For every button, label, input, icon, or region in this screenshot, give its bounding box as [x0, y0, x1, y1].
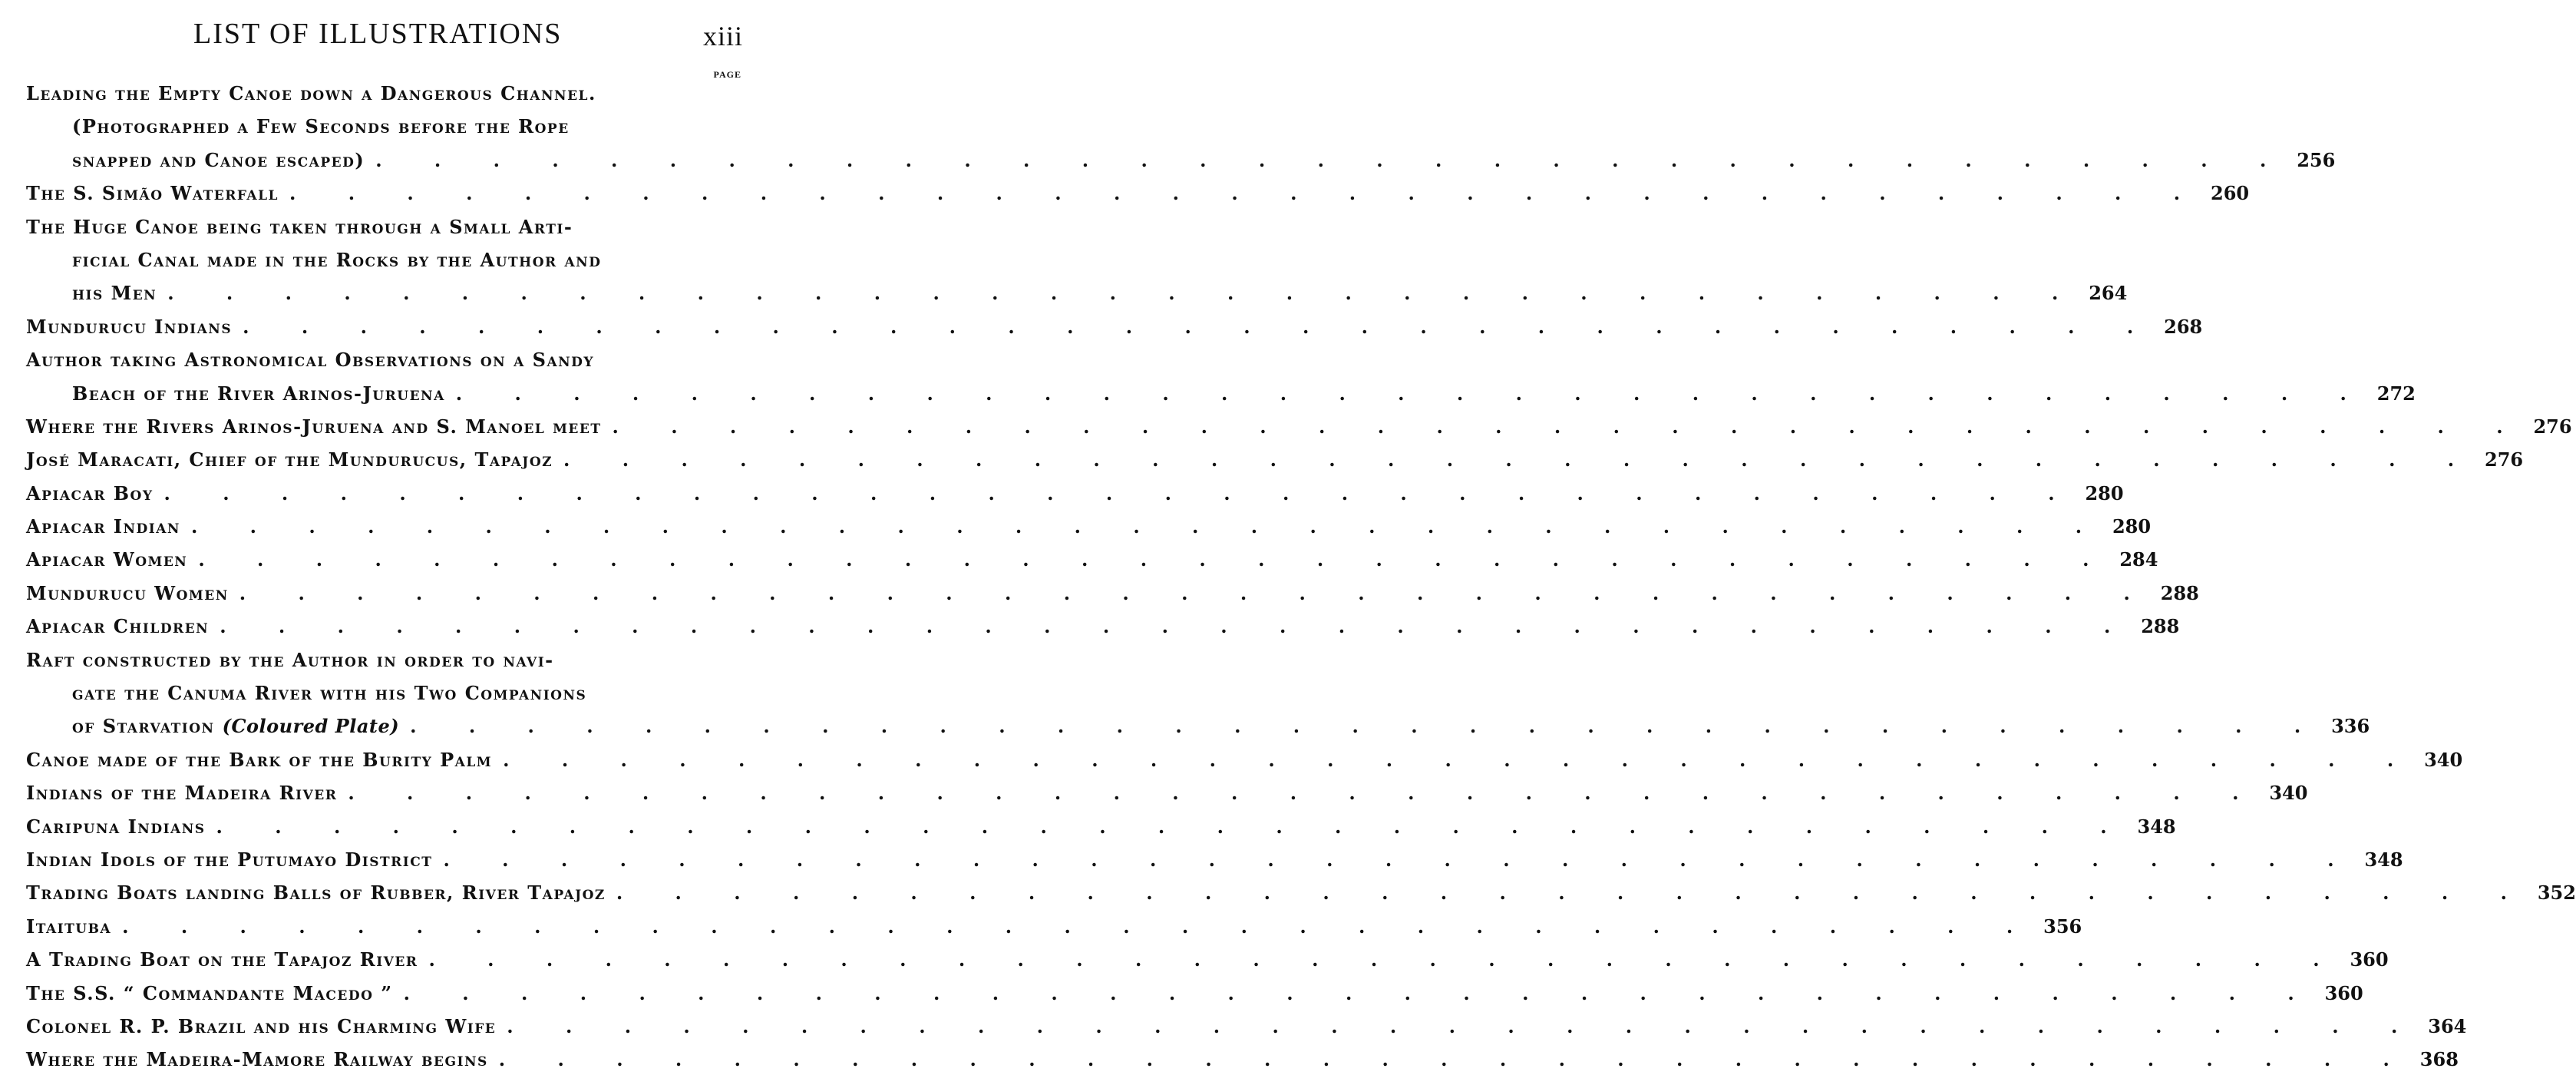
entry-title: his Men [72, 282, 157, 305]
entry-title: Where the Rivers Arinos-Juruena and S. Manoel meet [26, 415, 602, 438]
entry-line [26, 810, 2176, 843]
entry-page-number: 340 [2424, 748, 2463, 771]
entry-page-number: 356 [2043, 915, 2082, 938]
dot-leader: . . . . . . . . . . . . . . . . . . . . . . . . . . . . . . . . . [428, 948, 2343, 971]
illustration-entry [26, 643, 2370, 743]
entry-title: Author taking Astronomical Observations on a Sandy [26, 349, 595, 372]
dot-leader: . . . . . . . . . . . . . . . . . . . . . . . . . . . . . . . . . [163, 481, 2078, 504]
entry-line [26, 276, 2128, 309]
dot-leader: . . . . . . . . . . . . . . . . . . . . . . . . . . . . . . . . . [348, 782, 2262, 805]
dot-leader: . . . . . . . . . . . . . . . . . . . . . . . . . . . . . . . . . [239, 581, 2153, 604]
entry-line [26, 510, 2152, 543]
entry-line [26, 377, 2416, 410]
entry-line [26, 843, 2403, 876]
illustration-entry [26, 910, 2082, 943]
entry-line [26, 543, 2158, 576]
entry-page-number: 280 [2112, 515, 2152, 538]
entry-title: Indians of the Madeira River [26, 782, 338, 805]
entry-page-number: 276 [2485, 448, 2524, 471]
entry-line [26, 876, 2576, 909]
dot-leader: . . . . . . . . . . . . . . . . . . . . . . . . . . . . . . . . . [122, 915, 2036, 938]
entry-title: ficial Canal made in the Rocks by the Author and [72, 248, 602, 271]
dot-leader: . . . . . . . . . . . . . . . . . . . . . . . . . . . . . . . . . [220, 615, 2134, 638]
entry-title: Trading Boats landing Balls of Rubber, River Tapajoz [26, 882, 606, 905]
illustrations-list [26, 77, 2576, 1077]
page-title: LIST OF ILLUSTRATIONS [193, 18, 563, 50]
entry-title: The S.S. “ Commandante Macedo ” [26, 981, 393, 1004]
entry-title: José Maracati, Chief of the Mundurucus, Tapajoz [26, 448, 553, 471]
entry-page-number: 336 [2331, 715, 2370, 738]
entry-title: Where the Madeira-Mamore Railway begins [26, 1048, 488, 1071]
entry-line [26, 343, 745, 376]
dot-leader: . . . . . . . . . . . . . . . . . . . . . . . . . . . . . . . . . [443, 848, 2357, 871]
entry-page-number: 348 [2364, 848, 2403, 871]
illustration-entry [26, 210, 2128, 310]
illustration-entry [26, 743, 2463, 776]
entry-page-number: 280 [2085, 481, 2124, 504]
entry-line [26, 477, 2124, 510]
dot-leader: . . . . . . . . . . . . . . . . . . . . . . . . . . . . . . . . . [403, 981, 2317, 1004]
dot-leader: . . . . . . . . . . . . . . . . . . . . . . . . . . . . . . . . . [503, 748, 2417, 771]
entry-page-number: 284 [2119, 548, 2158, 571]
entry-title: The Huge Canoe being taken through a Small Arti- [26, 215, 573, 238]
entry-line [26, 910, 2082, 943]
entry-title: Apiacar Boy [26, 481, 154, 504]
entry-line [26, 610, 2180, 643]
illustration-entry [26, 810, 2176, 843]
illustration-entry [26, 943, 2389, 976]
entry-title: Apiacar Indian [26, 515, 180, 538]
page-header [0, 15, 768, 58]
entry-page-number: 360 [2350, 948, 2389, 971]
dot-leader: . . . . . . . . . . . . . . . . . . . . . . . . . . . . . . . . . [243, 315, 2157, 338]
dot-leader: . . . . . . . . . . . . . . . . . . . . . . . . . . . . . . . . . [198, 548, 2112, 571]
entry-title: Beach of the River Arinos-Juruena [72, 382, 445, 405]
entry-line [26, 710, 2370, 743]
illustration-entry [26, 876, 2576, 909]
entry-title: Itaituba [26, 915, 112, 938]
illustration-entry [26, 410, 2572, 443]
entry-page-number: 268 [2164, 315, 2203, 338]
entry-line [26, 977, 2363, 1010]
entry-page-number: 352 [2537, 882, 2576, 905]
dot-leader: . . . . . . . . . . . . . . . . . . . . . . . . . . . . . . . . . [507, 1014, 2421, 1037]
illustration-entry [26, 443, 2524, 476]
entry-page-number: 260 [2211, 182, 2250, 205]
page-number: xiii [702, 21, 743, 51]
entry-title: Raft constructed by the Author in order to navi- [26, 648, 554, 671]
entry-title: A Trading Boat on the Tapajoz River [26, 948, 418, 971]
entry-line [26, 110, 745, 143]
illustration-entry [26, 1043, 2459, 1076]
entry-page-number: 256 [2297, 148, 2336, 171]
entry-line [26, 676, 745, 710]
illustration-entry [26, 776, 2308, 809]
entry-page-number: 288 [2160, 581, 2199, 604]
entry-page-number: 368 [2419, 1048, 2459, 1071]
entry-page-number: 360 [2324, 981, 2363, 1004]
entry-page-number: 364 [2428, 1014, 2467, 1037]
entry-page-number: 264 [2089, 282, 2128, 305]
entry-title: Canoe made of the Bark of the Burity Palm [26, 748, 493, 771]
entry-line [26, 410, 2572, 443]
entry-line [26, 643, 745, 676]
entry-title: Caripuna Indians [26, 815, 206, 838]
entry-title: of Starvation [72, 715, 215, 738]
entry-line [26, 243, 745, 276]
entry-page-number: 340 [2269, 782, 2308, 805]
entry-title: snapped and Canoe escaped) [72, 148, 365, 171]
dot-leader: . . . . . . . . . . . . . . . . . . . . . . . . . . . . . . . . . [375, 148, 2290, 171]
dot-leader: . . . . . . . . . . . . . . . . . . . . . . . . . . . . . . . . . [289, 182, 2204, 205]
entry-title: Colonel R. P. Brazil and his Charming Wife [26, 1014, 497, 1037]
dot-leader: . . . . . . . . . . . . . . . . . . . . . . . . . . . . . . . . . [216, 815, 2130, 838]
entry-line [26, 77, 745, 110]
entry-title: Mundurucu Women [26, 581, 229, 604]
entry-line [26, 743, 2463, 776]
illustration-entry [26, 1010, 2467, 1043]
page-column-label: PAGE [713, 69, 741, 80]
dot-leader: . . . . . . . . . . . . . . . . . . . . . . . . . . . . . . . . . [455, 382, 2370, 405]
illustration-entry [26, 343, 2416, 410]
entry-title: Indian Idols of the Putumayo District [26, 848, 433, 871]
dot-leader: . . . . . . . . . . . . . . . . . . . . . . . . . . . . . . . . . [612, 415, 2526, 438]
entry-title: The S. Simão Waterfall [26, 182, 279, 205]
illustration-entry [26, 310, 2203, 343]
illustration-entry [26, 77, 2336, 177]
entry-line [26, 310, 2203, 343]
dot-leader: . . . . . . . . . . . . . . . . . . . . . . . . . . . . . . . . . [563, 448, 2478, 471]
entry-title: gate the Canuma River with his Two Companions [72, 682, 587, 705]
dot-leader: . . . . . . . . . . . . . . . . . . . . . . . . . . . . . . . . . [167, 282, 2082, 305]
illustration-entry [26, 977, 2363, 1010]
entry-page-number: 288 [2141, 615, 2180, 638]
entry-title: Leading the Empty Canoe down a Dangerous Channel. [26, 82, 596, 104]
dot-leader: . . . . . . . . . . . . . . . . . . . . . . . . . . . . . . . . . [498, 1048, 2413, 1071]
entry-line [26, 943, 2389, 976]
entry-title: Apiacar Children [26, 615, 210, 638]
entry-page-number: 348 [2137, 815, 2176, 838]
entry-line [26, 776, 2308, 809]
entry-note: (Coloured Plate) [222, 715, 400, 738]
dot-leader: . . . . . . . . . . . . . . . . . . . . . . . . . . . . . . . . . [410, 715, 2324, 738]
entry-line [26, 443, 2524, 476]
entry-line [26, 210, 745, 243]
entry-page-number: 272 [2376, 382, 2416, 405]
illustration-entry [26, 510, 2152, 543]
illustration-entry [26, 477, 2124, 510]
entry-title: (Photographed a Few Seconds before the Rope [72, 115, 570, 138]
entry-line [26, 577, 2199, 610]
entry-page-number: 276 [2533, 415, 2572, 438]
illustration-entry [26, 177, 2250, 210]
dot-leader: . . . . . . . . . . . . . . . . . . . . . . . . . . . . . . . . . [190, 515, 2105, 538]
entry-line [26, 144, 2336, 177]
illustration-entry [26, 843, 2403, 876]
entry-line [26, 177, 2250, 210]
illustration-entry [26, 577, 2199, 610]
illustration-entry [26, 610, 2180, 643]
entry-title: Apiacar Women [26, 548, 188, 571]
illustration-entry [26, 543, 2158, 576]
entry-title: Mundurucu Indians [26, 315, 233, 338]
entry-line [26, 1043, 2459, 1076]
dot-leader: . . . . . . . . . . . . . . . . . . . . . . . . . . . . . . . . . [616, 882, 2530, 905]
entry-line [26, 1010, 2467, 1043]
